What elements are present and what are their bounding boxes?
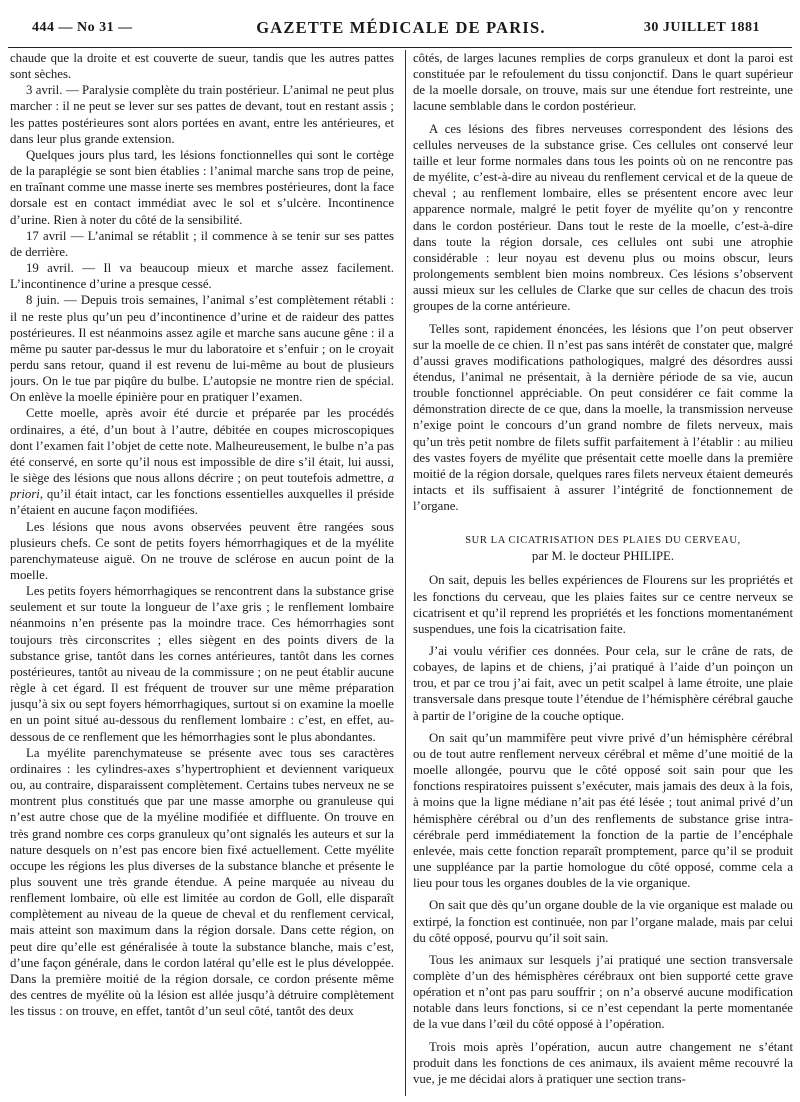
header-rule xyxy=(8,47,792,48)
page-number: 444 — No 31 — xyxy=(32,20,133,35)
paragraph: La myélite parenchymateuse se présente avec tous ses caractères ordinaires : les cylindres-axes s’hypertrophient et deviennent variqueux ou, au contraire, disparaissent complètement. Certains tubes nerveux ne se montrent plus constitués que par une masse amorphe ou granuleuse qui n’est autre chose que de la myéline modifiée et diffluente. On trouve en très grand nombre ces corps granuleux qu’ont signalés les auteurs et sur la nature desquels on n’est pas encore bien fixé actuellement. Cette myélite occupe les régions les plus diverses de la substance blanche et présente le plus souvent une très grande étendue. A peine marquée au niveau du renflement lombaire, où elle est limitée au cordon de Goll, elle disparaît complètement au niveau de la queue de cheval et du renflement cervical, mais atteint son maximum dans la région dorsale. Dans cette région, on peut dire qu’elle est généralisée à toute la substance blanche, mais c’est, d’une façon générale, dans le cordon latéral qu’elle est le plus développée. Dans la première moitié de la région dorsale, ce cordon présente même des centres de myélite où la lésion est allée jusqu’à détruire complètement les tissus : on trouve, en effet, tantôt d’un seul côté, tantôt des deux xyxy=(10,745,394,1019)
paragraph: Les lésions que nous avons observées peuvent être rangées sous plusieurs chefs. Ce sont de petits foyers hémorrhagiques et de la myélite parenchymateuse aiguë. On ne trouve de sclérose en aucun point de la moelle. xyxy=(10,519,394,582)
paragraph: On sait qu’un mammifère peut vivre privé d’un hémisphère cérébral ou de tout autre renflement nerveux cérébral et même d’une moitié de la moelle allongée, pourvu que le côté opposé soit sain pour que les fonctions respiratoires puissent s’exécuter, mais jamais des deux à la fois, à moins que la ligne médiane n’ait pas été lésée ; tout animal privé d’un hémisphère cérébral ou d’un des renflements de substance grise intra-cérébrale perd immédiatement la fonction de la partie de l’encéphale enlevée, mais cette fonction reparaît promptement, parce qu’il se produit une suppléance par la partie homologue du côté opposé, comme cela a lieu pour tous les organes doubles de la vie organique. xyxy=(413,730,793,891)
paragraph: On sait que dès qu’un organe double de la vie organique est malade ou extirpé, la fonction est continuée, non par l’organe malade, mais par celui du côté opposé, pourvu qu’il soit sain. xyxy=(413,898,793,945)
paragraph: 3 avril. — Paralysie complète du train postérieur. L’animal ne peut plus marcher : il ne peut se lever sur ses pattes de devant, tout en restant assis ; les pattes postérieures sont alors portées en avant, entre les antérieures, et dans leur plus grande extension. xyxy=(10,83,394,146)
paragraph: chaude que la droite et est couverte de sueur, tandis que les autres pattes sont sèches. xyxy=(10,51,394,82)
paragraph: Les petits foyers hémorrhagiques se rencontrent dans la substance grise seulement et sur toute la longueur de l’axe gris ; le renflement lombaire néanmoins n’en présente pas la moindre trace. Ces hémorrhagies sont toujours très circonscrites ; elles siègent en des points divers de la substance grise, tantôt dans les cornes antérieures, tantôt dans les cornes postérieures, tantôt au niveau de la commissure ; on ne peut établir aucune règle à cet égard. Il est fréquent de trouver sur une même préparation jusqu’à six ou sept foyers hémorrhagiques, surtout si on examine la moelle en un point situé au-dessous du renflement lombaire : c’est, en effet, au-dessous de ce renflement que les hémorrhagies sont le plus abondantes. xyxy=(10,584,394,744)
paragraph: 8 juin. — Depuis trois semaines, l’animal s’est complètement rétabli : il ne reste plus qu’un peu d’incontinence d’urine et de raideur des pattes postérieures. Il est néanmoins assez agile et marche sans aucune gêne : il a même pu sauter par-dessus le mur du laboratoire et s’enfuir ; on le croyait perdu sans retour, quand il est revenu de lui-même au bout de plusieurs jours. On le tue par piqûre du bulbe. L’autopsie ne montre rien de spécial. On enlève la moelle épinière pour en pratiquer l’examen. xyxy=(10,293,394,405)
section-title: SUR LA CICATRISATION DES PLAIES DU CERVEAU, xyxy=(465,535,741,547)
paragraph xyxy=(10,405,394,518)
paragraph: 17 avril — L’animal se rétablit ; il commence à se tenir sur ses pattes de derrière. xyxy=(10,228,394,259)
paragraph-text: , qu’il était intact, car les fonctions essentielles auxquelles il préside n’étaient en aucune façon modifiées. xyxy=(10,487,394,518)
paragraph: J’ai voulu vérifier ces données. Pour cela, sur le crâne de rats, de cobayes, de lapins et de chiens, j’ai pratiqué à l’aide d’un poinçon un trou, et par ce trou j’ai fait, avec un petit scalpel à lame étroite, une plaie transversale dans presque toute l’étendue de l’hémisphère cérébral gauche à partir de l’origine de la couche optique. xyxy=(413,644,793,723)
right-column xyxy=(413,50,793,1102)
author-line: par M. le docteur PHILIPE. xyxy=(531,549,675,564)
paragraph: Tous les animaux sur lesquels j’ai pratiqué une section transversale complète d’un des hémisphères cérébraux ont bien supporté cette grave opération et n’ont pas paru souffrir ; on n’a observé aucune modification notable dans leurs fonctions, si ce n’est cependant la perte momentanée de la vue dans l’œil du côté opposé à l’opération. xyxy=(413,952,793,1032)
article-columns xyxy=(10,50,792,1102)
left-column xyxy=(10,50,394,1102)
paragraph: On sait, depuis les belles expériences de Flourens sur les propriétés et les fonctions du cerveau, que les plaies faites sur ce centre nerveux se cicatrisent et qu’il reprend les propriétés et les fonctions momentanément suspendues, une fois la cicatrisation faite. xyxy=(413,573,793,636)
paragraph: Trois mois après l’opération, aucun autre changement ne s’étant produit dans les fonctions de ces animaux, ils avaient même recouvré la vue, je me décidai alors à pratiquer une section trans- xyxy=(413,1039,793,1086)
paragraph: Quelques jours plus tard, les lésions fonctionnelles qui sont le cortège de la paraplégie se sont bien établies : l’animal marche sans trop de peine, en traînant comme une masse inerte ses membres postérieures, dont la face dorsale est en contact immédiat avec le sol et s’ulcère. Incontinence d’urine. Rien à noter du côté de la sensibilité. xyxy=(10,147,394,227)
paragraph: A ces lésions des fibres nerveuses correspondent des lésions des cellules nerveuses de la substance grise. Ces cellules ont conservé leur taille et leur forme normales dans tous les points où on ne rencontre pas de myélite, c’est-à-dire au niveau du renflement cervical et de la queue de cheval ; au renflement lombaire, elles se présentent encore avec leur apparence normale, malgré le petit foyer de myélite qu’on y rencontre dans le cordon postérieur. Dans tout le reste de la moelle, c’est-à-dire dans toute la région dorsale, ces cellules ont subi une atrophie considérable : leur noyau est devenu plus ou moins obscur, leurs prolongements semblent bien moins nombreux. Ces lésions s’observent aussi mieux sur les cellules de Clarke que sur celles de chacun des trois groupes de la corne antérieure. xyxy=(413,121,793,314)
italic-phrase: a priori xyxy=(10,471,394,502)
page-header xyxy=(10,10,792,36)
issue-date: 30 JUILLET 1881 xyxy=(643,20,760,35)
paragraph: côtés, de larges lacunes remplies de corps granuleux et dont la paroi est constituée par le refoulement du tissu conjonctif. Dans le quart supérieur de la moelle dorsale, on trouve, mais sur une étendue fort restreinte, une lacune semblable dans le cordon postérieur. xyxy=(413,51,793,114)
paragraph-text: Cette moelle, après avoir été durcie et préparée par les procédés ordinaires, a été, d’un bout à l’autre, débitée en coupes microscopiques dont l’examen fait l’objet de cette note. Malheureusement, le bulbe n’a pas été conservé, en sorte qu’il nous est impossible de dire s’il était, lui aussi, le siège des lésions que nous allons décrire ; on peut toutefois admettre, xyxy=(10,406,394,486)
journal-title: GAZETTE MÉDICALE DE PARIS. xyxy=(256,18,546,37)
column-divider xyxy=(405,50,406,1096)
paragraph: 19 avril. — Il va beaucoup mieux et marche assez facilement. L’incontinence d’urine a presque cessé. xyxy=(10,261,394,292)
paragraph: Telles sont, rapidement énoncées, les lésions que l’on peut observer sur la moelle de ce chien. Il n’est pas sans intérêt de constater que, malgré d’aussi graves modifications pathologiques, malgré des désordres aussi étendus, l’animal ne présentait, à la dernière période de sa vie, aucun trouble fonctionnel appréciable. On peut considérer ce fait comme la démonstration directe de ce que, dans la moelle, la transmission nerveuse n’exige point le concours d’un grand nombre de filets nerveux, mais qu’un très petit nombre de filets suffit parfaitement à l’établir : au milieu des vastes foyers de myélite que présentait cette moelle dans la première moitié de la région dorsale, quelques rares filets nerveux étaient demeurés intacts et ils suffisaient à assurer l’intégrité de fonctionnement de l’organe. xyxy=(413,321,793,514)
